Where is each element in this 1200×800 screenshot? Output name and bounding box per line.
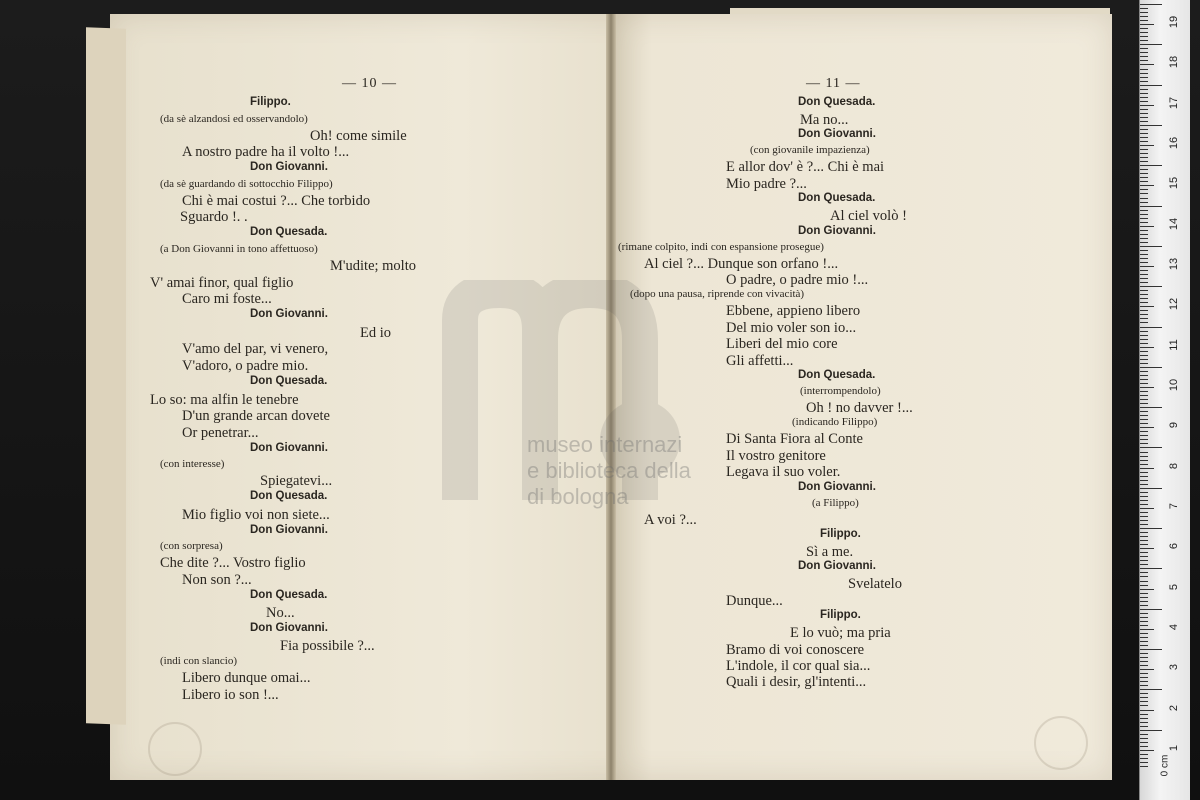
ruler-half-tick [1140,306,1154,307]
book-gutter [606,14,616,780]
ruler-mm-tick [1140,415,1148,416]
stage-direction: (con sorpresa) [160,540,223,552]
ruler-mm-tick [1140,585,1148,586]
ruler-mm-tick [1140,504,1148,505]
ruler-mm-tick [1140,472,1148,473]
ruler-half-tick [1140,750,1154,751]
verse-line: Ebbene, appieno libero [726,303,861,320]
ruler-mm-tick [1140,633,1148,634]
ruler-label: 3 [1168,664,1180,671]
stage-direction: (con giovanile impazienza) [750,144,870,157]
ruler-label: 16 [1168,136,1180,150]
ruler-mm-tick [1140,363,1148,364]
ruler-mm-tick [1140,322,1148,323]
verse-line: Mio figlio voi non siete... [182,506,330,523]
ruler-label: 11 [1168,338,1180,351]
ruler-cm-tick [1140,165,1162,166]
verse-line: Lo so: ma alfin le tenebre [150,391,299,408]
ruler-half-tick [1140,710,1154,711]
verse-line: Dunque... [726,592,783,609]
ruler-label: 10 [1168,378,1180,392]
measuring-ruler [1139,0,1190,800]
verse-line: D'un grande arcan dovete [182,408,330,425]
ruler-half-tick [1140,387,1154,388]
ruler-mm-tick [1140,189,1148,190]
ruler-mm-tick [1140,520,1148,521]
ruler-mm-tick [1140,262,1148,263]
ruler-half-tick [1140,145,1154,146]
ruler-mm-tick [1140,516,1148,517]
ruler-mm-tick [1140,677,1148,678]
verse-line: Libero io son !... [182,687,279,703]
ruler-mm-tick [1140,69,1148,70]
ruler-mm-tick [1140,657,1148,658]
ruler-half-tick [1140,669,1154,670]
ruler-half-tick [1140,548,1154,549]
ruler-mm-tick [1140,133,1148,134]
ruler-mm-tick [1140,492,1148,493]
verse-line: V'adoro, o padre mio. [182,358,309,375]
ruler-mm-tick [1140,540,1148,541]
ruler-label: 1 [1168,744,1180,751]
verse-line: No... [266,605,295,622]
verse-line: E lo vuò; ma pria [790,625,891,642]
ruler-mm-tick [1140,379,1148,380]
ruler-half-tick [1140,266,1154,267]
verse-line: Liberi del mio core [726,336,838,353]
ruler-mm-tick [1140,93,1148,94]
ruler-mm-tick [1140,375,1148,376]
ruler-cm-tick [1140,649,1162,650]
ruler-half-tick [1140,589,1154,590]
verse-line: Quali i desir, gl'intenti... [726,674,867,691]
verse-line: Di Santa Fiora al Conte [726,431,863,448]
ruler-mm-tick [1140,395,1148,396]
ruler-mm-tick [1140,476,1148,477]
ruler-mm-tick [1140,117,1148,118]
verse-line: Sì a me. [806,544,854,560]
speaker-name: Don Quesada. [798,96,876,108]
ruler-half-tick [1140,468,1154,469]
ruler-mm-tick [1140,435,1148,436]
ruler-mm-tick [1140,278,1148,279]
ruler-label: 9 [1168,422,1180,429]
ruler-half-tick [1140,508,1154,509]
ruler-mm-tick [1140,576,1148,577]
ruler-mm-tick [1140,746,1148,747]
ruler-half-tick [1140,24,1154,25]
ruler-mm-tick [1140,718,1148,719]
speaker-name: Don Quesada. [798,369,876,381]
ruler-mm-tick [1140,290,1148,291]
ruler-cm-tick [1140,206,1162,207]
ruler-mm-tick [1140,512,1148,513]
ruler-mm-tick [1140,157,1148,158]
ruler-mm-tick [1140,282,1148,283]
verse-line: O padre, o padre mio !... [726,272,869,288]
ruler-mm-tick [1140,460,1148,461]
stage-direction: (con interesse) [160,458,225,471]
ruler-mm-tick [1140,310,1148,311]
ruler-mm-tick [1140,198,1148,199]
ruler-mm-tick [1140,560,1148,561]
ruler-mm-tick [1140,742,1148,743]
embossed-stamp-left [148,722,202,776]
ruler-label: 19 [1168,16,1180,29]
ruler-cm-tick [1140,447,1162,448]
ruler-mm-tick [1140,97,1148,98]
speaker-name: Filippo. [250,96,291,108]
ruler-half-tick [1140,427,1154,428]
ruler-mm-tick [1140,173,1148,174]
ruler-mm-tick [1140,484,1148,485]
ruler-label: 4 [1168,623,1180,630]
ruler-mm-tick [1140,701,1148,702]
ruler-mm-tick [1140,637,1148,638]
ruler-cm-tick [1140,730,1162,731]
ruler-mm-tick [1140,653,1148,654]
verse-line: Fia possibile ?... [280,638,375,655]
speaker-name: Filippo. [820,609,861,622]
ruler-mm-tick [1140,452,1148,453]
speaker-name: Don Giovanni. [250,523,328,536]
ruler-label: 15 [1168,177,1180,190]
ruler-mm-tick [1140,193,1148,194]
ruler-mm-tick [1140,129,1148,130]
verse-line: Legava il suo voler. [726,464,841,481]
ruler-mm-tick [1140,335,1148,336]
embossed-stamp-right [1034,716,1088,770]
ruler-mm-tick [1140,641,1148,642]
ruler-mm-tick [1140,456,1148,457]
verse-line: Oh! come simile [310,127,407,144]
ruler-mm-tick [1140,73,1148,74]
verse-line: Libero dunque omai... [182,670,311,687]
ruler-mm-tick [1140,685,1148,686]
ruler-mm-tick [1140,234,1148,235]
verse-line: Ed io [360,324,392,341]
ruler-mm-tick [1140,48,1148,49]
ruler-half-tick [1140,629,1154,630]
ruler-mm-tick [1140,443,1148,444]
ruler-mm-tick [1140,383,1148,384]
ruler-mm-tick [1140,693,1148,694]
speaker-name: Don Giovanni. [798,128,876,141]
verse-line: Bramo di voi conoscere [726,641,865,658]
ruler-mm-tick [1140,645,1148,646]
ruler-mm-tick [1140,556,1148,557]
ruler-mm-tick [1140,270,1148,271]
ruler-mm-tick [1140,210,1148,211]
left-page-edge [86,27,126,724]
ruler-mm-tick [1140,250,1148,251]
ruler-label: 2 [1168,704,1180,711]
ruler-mm-tick [1140,28,1148,29]
ruler-mm-tick [1140,625,1148,626]
ruler-mm-tick [1140,302,1148,303]
ruler-cm-tick [1140,528,1162,529]
ruler-mm-tick [1140,524,1148,525]
ruler-cm-tick [1140,568,1162,569]
ruler-mm-tick [1140,697,1148,698]
ruler-mm-tick [1140,758,1148,759]
verse-line: Chi è mai costui ?... Che torbido [182,192,371,209]
ruler-mm-tick [1140,113,1148,114]
ruler-label: 7 [1168,502,1180,509]
ruler-mm-tick [1140,343,1148,344]
verse-line: Spiegatevi... [260,473,333,490]
ruler-cm-tick [1140,609,1162,610]
ruler-mm-tick [1140,722,1148,723]
ruler-mm-tick [1140,32,1148,33]
ruler-mm-tick [1140,532,1148,533]
ruler-mm-tick [1140,52,1148,53]
ruler-mm-tick [1140,496,1148,497]
ruler-mm-tick [1140,738,1148,739]
verse-line: Il vostro genitore [726,447,826,464]
ruler-mm-tick [1140,480,1148,481]
ruler-mm-tick [1140,314,1148,315]
ruler-mm-tick [1140,605,1148,606]
ruler-mm-tick [1140,403,1148,404]
verse-line: Sguardo !. . [180,209,248,226]
ruler-label: 13 [1168,257,1180,271]
ruler-mm-tick [1140,258,1148,259]
ruler-mm-tick [1140,202,1148,203]
ruler-cm-tick [1140,488,1162,489]
speaker-name: Don Quesada. [798,192,876,205]
verse-line: Oh ! no davver !... [806,400,913,416]
ruler-mm-tick [1140,673,1148,674]
ruler-mm-tick [1140,77,1148,78]
ruler-mm-tick [1140,238,1148,239]
ruler-mm-tick [1140,36,1148,37]
verse-line: Caro mi foste... [182,291,272,308]
speaker-name: Don Giovanni. [798,480,876,493]
verse-line: Del mio voler son io... [726,319,857,336]
ruler-cm-tick [1140,407,1162,408]
ruler-mm-tick [1140,705,1148,706]
stage-direction: (da sè guardando di sottocchio Filippo) [160,177,333,190]
verse-line: Gli affetti... [726,352,794,369]
ruler-mm-tick [1140,20,1148,21]
ruler-mm-tick [1140,12,1148,13]
ruler-mm-tick [1140,351,1148,352]
stage-direction: (dopo una pausa, riprende con vivacità) [630,288,805,301]
ruler-mm-tick [1140,613,1148,614]
ruler-mm-tick [1140,359,1148,360]
ruler-mm-tick [1140,661,1148,662]
ruler-mm-tick [1140,665,1148,666]
ruler-mm-tick [1140,89,1148,90]
stage-direction: (indicando Filippo) [792,416,878,429]
ruler-mm-tick [1140,754,1148,755]
stage-direction: (a Don Giovanni in tono affettuoso) [160,242,318,255]
verse-line: Or penetrar... [182,425,259,442]
ruler-cm-tick [1140,327,1162,328]
ruler-mm-tick [1140,766,1148,767]
ruler-mm-tick [1140,169,1148,170]
ruler-mm-tick [1140,177,1148,178]
page-number: — 11 — [806,76,861,91]
ruler-mm-tick [1140,500,1148,501]
ruler-label: 12 [1168,298,1180,311]
ruler-mm-tick [1140,431,1148,432]
ruler-cm-tick [1140,246,1162,247]
ruler-half-tick [1140,347,1154,348]
ruler-mm-tick [1140,274,1148,275]
ruler-mm-tick [1140,597,1148,598]
verse-line: V'amo del par, vi venero, [182,341,329,358]
ruler-mm-tick [1140,141,1148,142]
watermark-text-line-2: e biblioteca della [527,458,691,483]
ruler-mm-tick [1140,726,1148,727]
ruler-mm-tick [1140,552,1148,553]
ruler-mm-tick [1140,294,1148,295]
ruler-label: 6 [1168,543,1180,550]
ruler-half-tick [1140,64,1154,65]
ruler-cm-tick [1140,4,1162,5]
speaker-name: Filippo. [820,528,861,540]
ruler-mm-tick [1140,242,1148,243]
watermark-text-line-1: museo internazi [527,432,683,457]
ruler-cm-tick [1140,44,1162,45]
ruler-mm-tick [1140,254,1148,255]
ruler-cm-tick [1140,85,1162,86]
ruler-mm-tick [1140,40,1148,41]
stage-direction: (da sè alzandosi ed osservandolo) [160,112,308,125]
ruler-mm-tick [1140,339,1148,340]
ruler-mm-tick [1140,617,1148,618]
ruler-unit-label: 0 cm [1159,754,1171,777]
speaker-name: Don Quesada. [250,490,328,503]
ruler-mm-tick [1140,161,1148,162]
verse-line: M'udite; molto [330,257,416,274]
verse-line: Ma no... [800,112,849,128]
ruler-label: 5 [1168,583,1180,590]
ruler-mm-tick [1140,355,1148,356]
stage-direction: (interrompendolo) [800,385,881,397]
verse-line: Al ciel ?... Dunque son orfano !... [644,255,839,272]
stage-direction: (indi con slancio) [160,655,237,668]
verse-line: Mio padre ?... [726,175,807,192]
ruler-mm-tick [1140,331,1148,332]
ruler-mm-tick [1140,218,1148,219]
ruler-mm-tick [1140,593,1148,594]
ruler-half-tick [1140,185,1154,186]
verse-line: Svelatelo [848,576,902,593]
ruler-mm-tick [1140,419,1148,420]
verse-line: A voi ?... [644,511,697,528]
ruler-mm-tick [1140,411,1148,412]
ruler-mm-tick [1140,621,1148,622]
ruler-mm-tick [1140,153,1148,154]
ruler-mm-tick [1140,734,1148,735]
ruler-mm-tick [1140,439,1148,440]
ruler-mm-tick [1140,681,1148,682]
ruler-half-tick [1140,226,1154,227]
speaker-name: Don Giovanni. [798,560,876,573]
ruler-mm-tick [1140,137,1148,138]
speaker-name: Don Giovanni. [250,621,328,634]
speaker-name: Don Giovanni. [250,308,328,321]
stage-direction: (rimane colpito, indi con espansione prosegue) [618,240,824,253]
ruler-mm-tick [1140,371,1148,372]
speaker-name: Don Giovanni. [250,441,328,454]
verse-line: Non son ?... [182,571,252,588]
speaker-name: Don Quesada. [250,375,328,387]
ruler-mm-tick [1140,16,1148,17]
ruler-half-tick [1140,105,1154,106]
ruler-cm-tick [1140,689,1162,690]
ruler-mm-tick [1140,572,1148,573]
verse-line: Al ciel volò ! [830,208,907,225]
ruler-mm-tick [1140,121,1148,122]
speaker-name: Don Quesada. [250,588,328,601]
ruler-mm-tick [1140,464,1148,465]
ruler-mm-tick [1140,714,1148,715]
ruler-mm-tick [1140,181,1148,182]
speaker-name: Don Giovanni. [250,161,328,174]
ruler-label: 17 [1168,96,1180,109]
verse-line: A nostro padre ha il volto !... [182,144,350,161]
ruler-cm-tick [1140,125,1162,126]
ruler-mm-tick [1140,298,1148,299]
ruler-mm-tick [1140,601,1148,602]
ruler-mm-tick [1140,544,1148,545]
ruler-mm-tick [1140,581,1148,582]
ruler-mm-tick [1140,60,1148,61]
ruler-mm-tick [1140,762,1148,763]
ruler-label: 14 [1168,217,1180,230]
ruler-cm-tick [1140,367,1162,368]
ruler-label: 18 [1168,56,1180,69]
ruler-mm-tick [1140,399,1148,400]
ruler-mm-tick [1140,564,1148,565]
ruler-mm-tick [1140,56,1148,57]
ruler-mm-tick [1140,391,1148,392]
speaker-name: Don Quesada. [250,226,328,239]
ruler-label: 8 [1168,462,1180,469]
ruler-mm-tick [1140,423,1148,424]
ruler-cm-tick [1140,286,1162,287]
ruler-mm-tick [1140,222,1148,223]
verse-line: V' amai finor, qual figlio [150,274,294,291]
verse-line: Che dite ?... Vostro figlio [160,555,306,571]
ruler-mm-tick [1140,81,1148,82]
ruler-mm-tick [1140,109,1148,110]
watermark-text-line-3: di bologna [527,484,629,509]
page-number: — 10 — [342,76,397,91]
speaker-name: Don Giovanni. [798,224,876,237]
ruler-mm-tick [1140,149,1148,150]
verse-line: L'indole, il cor qual sia... [726,658,871,674]
ruler-mm-tick [1140,230,1148,231]
ruler-mm-tick [1140,536,1148,537]
ruler-mm-tick [1140,214,1148,215]
verse-line: E allor dov' è ?... Chi è mai [726,159,885,176]
stage-direction: (a Filippo) [812,496,859,509]
ruler-mm-tick [1140,101,1148,102]
ruler-mm-tick [1140,8,1148,9]
ruler-mm-tick [1140,318,1148,319]
